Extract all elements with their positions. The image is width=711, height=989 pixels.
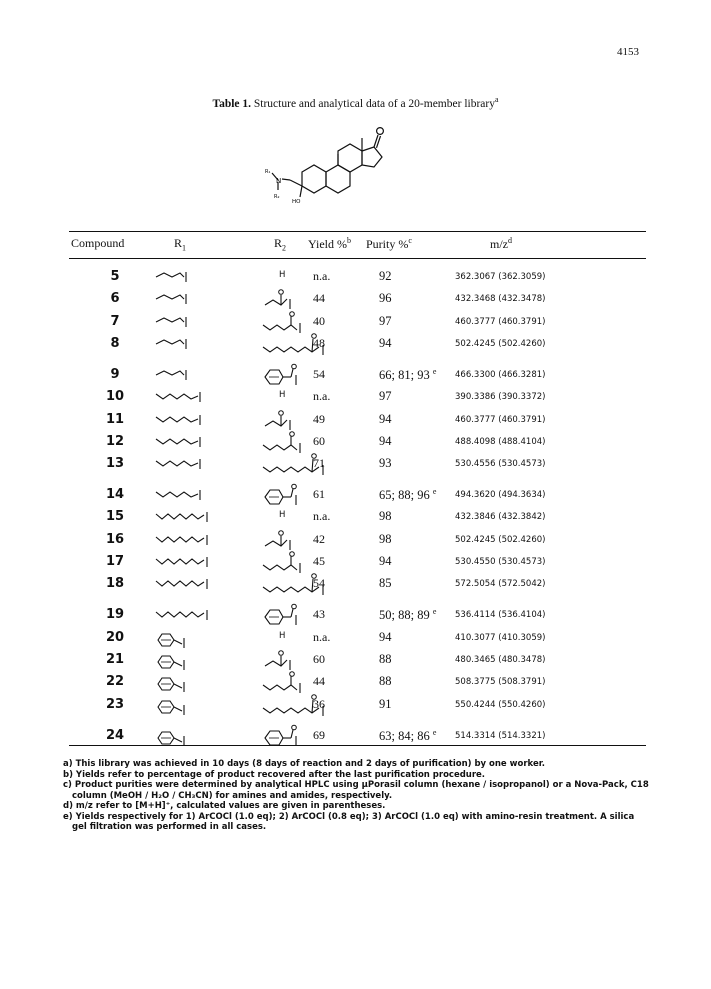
yield-value: 54 bbox=[313, 366, 325, 381]
r2-hydrogen: H bbox=[279, 510, 286, 521]
header-r1: $R_1$ bbox=[174, 236, 187, 253]
yield-value: 45 bbox=[313, 554, 325, 568]
table-row bbox=[69, 456, 646, 474]
compound-number: 8 bbox=[110, 335, 120, 351]
purity-number: 98 bbox=[379, 531, 392, 546]
r1-structure-pentyl bbox=[154, 457, 209, 476]
r1-structure-octyl bbox=[154, 608, 216, 627]
r2-structure-benzoyl bbox=[261, 483, 306, 512]
mz-value: 466.3300 (466.3281) bbox=[455, 369, 546, 380]
yield-value: n.a. bbox=[313, 389, 331, 404]
r2-hydrogen: H bbox=[279, 270, 286, 280]
compound-number: 12 bbox=[105, 433, 125, 449]
footnote-a: a) This library was achieved in 10 days (8 days of reaction and 2 days of purification) by one worker. bbox=[63, 759, 545, 769]
table-row bbox=[69, 434, 646, 452]
purity-number: 94 bbox=[379, 554, 392, 568]
compound-number: 15 bbox=[105, 509, 125, 525]
compound-number: 6 bbox=[110, 291, 120, 307]
yield-value: 44 bbox=[313, 674, 325, 689]
compound-number: 17 bbox=[105, 554, 125, 569]
table-row bbox=[69, 389, 646, 407]
mz-value: 502.4245 (502.4260) bbox=[455, 534, 546, 545]
purity-number: 91 bbox=[379, 696, 392, 711]
purity-number: 94 bbox=[379, 629, 392, 644]
purity-value bbox=[379, 314, 392, 329]
compound-number: 11 bbox=[105, 411, 125, 427]
purity-number: 50; 88; 89 bbox=[379, 608, 430, 623]
purity-number: 65; 88; 96 bbox=[379, 488, 430, 503]
purity-value bbox=[379, 554, 392, 569]
structure-n-atom: N bbox=[276, 177, 282, 185]
mz-value: 480.3465 (480.3478) bbox=[455, 654, 546, 665]
yield-value: 36 bbox=[313, 696, 325, 711]
structure-r1-label: R₁ bbox=[265, 169, 271, 175]
r1-structure-pentyl bbox=[154, 413, 209, 432]
mz-value: 572.5054 (572.5042) bbox=[455, 579, 546, 590]
yield-value: 44 bbox=[313, 291, 325, 306]
yield-value: 60 bbox=[313, 651, 325, 666]
header-r2: $R_2$ bbox=[274, 236, 287, 253]
table-footnotes bbox=[63, 759, 663, 833]
mz-value: 432.3468 (432.3478) bbox=[455, 294, 546, 305]
purity-number: 94 bbox=[379, 411, 392, 426]
yield-value: n.a. bbox=[313, 509, 331, 524]
compound-number: 22 bbox=[105, 674, 125, 690]
table-row bbox=[69, 652, 646, 670]
header-mz: $m/z^d$ bbox=[490, 236, 512, 251]
footnote-e: e) Yields respectively for 1) ArCOCl (1.0 eq); 2) ArCOCl (0.8 eq); 3) ArCOCl (1.0 eq) with amino-resin treatment. A silica bbox=[63, 811, 635, 822]
yield-value: n.a. bbox=[313, 629, 331, 644]
r1-structure-benzyl bbox=[154, 631, 194, 654]
mz-value: 460.3777 (460.3791) bbox=[455, 316, 546, 327]
purity-number: 94 bbox=[379, 335, 392, 350]
purity-value bbox=[379, 674, 392, 689]
compound-number: 7 bbox=[110, 313, 120, 329]
r1-structure-propyl bbox=[154, 292, 194, 311]
r2-hydrogen: H bbox=[279, 390, 286, 401]
yield-value: n.a. bbox=[313, 269, 331, 283]
purity-footnote-mark: e bbox=[432, 487, 437, 497]
table-bottom-rule bbox=[69, 745, 646, 746]
structure-hydroxy-label: HO bbox=[292, 199, 301, 205]
compound-number: 13 bbox=[105, 456, 125, 472]
yield-value: 40 bbox=[313, 313, 325, 328]
header-yield: Yield %$^b$ bbox=[308, 236, 351, 251]
r1-structure-propyl bbox=[154, 337, 194, 356]
r1-structure-benzyl bbox=[154, 729, 194, 752]
compound-number: 24 bbox=[105, 727, 125, 743]
table-title: Structure and analytical data of a 20-member library bbox=[251, 97, 495, 110]
table-row bbox=[69, 576, 646, 594]
yield-value: 42 bbox=[313, 531, 325, 546]
mz-value: 410.3077 (410.3059) bbox=[455, 632, 546, 643]
purity-number: 63; 84; 86 bbox=[379, 728, 430, 743]
purity-number: 88 bbox=[379, 651, 392, 666]
mz-value: 432.3846 (432.3842) bbox=[455, 512, 546, 523]
compound-number: 20 bbox=[105, 629, 125, 645]
steroid-ring-system bbox=[272, 128, 383, 197]
purity-number: 94 bbox=[379, 433, 392, 448]
yield-value: 43 bbox=[313, 607, 325, 622]
yield-value: 71 bbox=[313, 456, 325, 471]
purity-value bbox=[379, 456, 392, 471]
mz-value: 508.3775 (508.3791) bbox=[455, 677, 546, 688]
table-header bbox=[69, 236, 646, 252]
mz-value: 530.4556 (530.4573) bbox=[455, 459, 546, 470]
table-row bbox=[69, 336, 646, 354]
purity-number: 92 bbox=[379, 269, 392, 283]
footnote-c-continued: column (MeOH / H₂O / CH₃CN) for amines and amides, respectively. bbox=[72, 790, 393, 801]
purity-value bbox=[379, 412, 392, 427]
table-row bbox=[69, 269, 646, 287]
r2-structure-benzoyl bbox=[261, 603, 306, 632]
mz-value: 530.4550 (530.4573) bbox=[455, 557, 546, 567]
purity-value bbox=[379, 389, 392, 404]
footnote-e-continued: gel filtration was performed in all cases. bbox=[72, 822, 267, 832]
compound-number: 10 bbox=[105, 389, 125, 405]
compound-number: 23 bbox=[105, 696, 125, 712]
purity-value bbox=[379, 576, 392, 591]
r1-structure-benzyl bbox=[154, 698, 194, 721]
yield-value: 60 bbox=[313, 433, 325, 448]
header-purity: Purity %$^c$ bbox=[366, 236, 412, 251]
r1-structure-benzyl bbox=[154, 653, 194, 676]
yield-value: 48 bbox=[313, 335, 325, 350]
mz-value: 536.4114 (536.4104) bbox=[455, 610, 546, 621]
yield-value: 61 bbox=[313, 487, 325, 502]
footnote-d: d) m/z refer to [M+H]⁺, calculated values are given in parentheses. bbox=[63, 801, 386, 811]
purity-value bbox=[379, 630, 392, 645]
purity-footnote-mark: e bbox=[432, 727, 437, 737]
r2-structure-benzoyl bbox=[261, 724, 306, 753]
purity-number: 97 bbox=[379, 389, 392, 404]
table-row bbox=[69, 728, 646, 746]
purity-value bbox=[379, 532, 392, 547]
purity-value bbox=[379, 291, 392, 306]
footnote-b: b) Yields refer to percentage of product recovered after the last purification procedure. bbox=[63, 769, 486, 780]
yield-value: 69 bbox=[313, 727, 325, 742]
purity-number: 98 bbox=[379, 509, 392, 524]
purity-value bbox=[379, 697, 392, 712]
mz-value: 514.3314 (514.3321) bbox=[455, 730, 546, 741]
mz-value: 502.4245 (502.4260) bbox=[455, 338, 546, 349]
table-row bbox=[69, 412, 646, 430]
purity-footnote-mark: e bbox=[432, 607, 437, 617]
table-row bbox=[69, 532, 646, 550]
mz-value: 362.3067 (362.3059) bbox=[455, 272, 546, 282]
header-compound: Compound bbox=[71, 236, 125, 250]
purity-value bbox=[379, 487, 436, 503]
mz-value: 460.3777 (460.3791) bbox=[455, 414, 546, 425]
purity-value bbox=[379, 434, 392, 449]
purity-value bbox=[379, 269, 392, 284]
compound-number: 18 bbox=[105, 576, 125, 592]
table-row bbox=[69, 291, 646, 309]
purity-number: 85 bbox=[379, 576, 392, 591]
yield-value: 49 bbox=[313, 411, 325, 426]
table-row bbox=[69, 367, 646, 385]
table-top-rule bbox=[69, 231, 646, 232]
table-row bbox=[69, 607, 646, 625]
compound-number: 19 bbox=[105, 607, 125, 623]
caption-footnote-mark: a bbox=[494, 95, 499, 104]
r1-structure-octyl bbox=[154, 533, 216, 552]
yield-value: 54 bbox=[313, 576, 325, 591]
r1-structure-propyl bbox=[154, 368, 194, 387]
table-label: Table 1. bbox=[212, 97, 252, 110]
mz-value: 488.4098 (488.4104) bbox=[455, 436, 546, 447]
table-row bbox=[69, 674, 646, 692]
table-row bbox=[69, 487, 646, 505]
table-row bbox=[69, 314, 646, 332]
purity-number: 96 bbox=[379, 291, 392, 306]
r2-structure-benzoyl bbox=[261, 363, 306, 392]
table-row bbox=[69, 509, 646, 527]
compound-number: 16 bbox=[105, 531, 125, 547]
compound-number: 9 bbox=[110, 366, 120, 382]
table-row bbox=[69, 554, 646, 572]
r1-structure-pentyl bbox=[154, 390, 209, 409]
compound-number: 14 bbox=[105, 487, 125, 503]
table-caption bbox=[0, 95, 711, 110]
r1-structure-pentyl bbox=[154, 488, 209, 507]
mz-value: 390.3386 (390.3372) bbox=[455, 392, 546, 403]
purity-value bbox=[379, 728, 436, 744]
table-header-rule bbox=[69, 258, 646, 259]
purity-number: 88 bbox=[379, 674, 392, 689]
purity-footnote-mark: e bbox=[432, 366, 437, 376]
r1-structure-benzyl bbox=[154, 675, 194, 698]
purity-value bbox=[379, 336, 392, 351]
table-row bbox=[69, 630, 646, 648]
r1-structure-pentyl bbox=[154, 435, 209, 454]
mz-value: 550.4244 (550.4260) bbox=[455, 699, 546, 710]
footnote-c: c) Product purities were determined by analytical HPLC using µPorasil column (hexane / isopropanol) or a Nova-Pack, C18 bbox=[63, 780, 649, 790]
purity-value bbox=[379, 367, 436, 383]
compound-number: 21 bbox=[105, 651, 125, 667]
purity-number: 97 bbox=[379, 313, 392, 328]
table-row bbox=[69, 697, 646, 715]
r1-structure-propyl bbox=[154, 270, 194, 289]
r1-structure-octyl bbox=[154, 555, 216, 574]
mz-value: 494.3620 (494.3634) bbox=[455, 490, 546, 501]
steroid-structure bbox=[262, 120, 412, 210]
compound-number: 5 bbox=[110, 269, 120, 284]
purity-value bbox=[379, 607, 436, 623]
r2-hydrogen: H bbox=[279, 630, 286, 641]
purity-value bbox=[379, 509, 392, 524]
purity-number: 66; 81; 93 bbox=[379, 368, 430, 383]
purity-number: 93 bbox=[379, 456, 392, 471]
structure-r2-label: R₂ bbox=[274, 194, 280, 200]
page-number: 4153 bbox=[617, 46, 639, 58]
r1-structure-propyl bbox=[154, 315, 194, 334]
r1-structure-octyl bbox=[154, 510, 216, 529]
r1-structure-octyl bbox=[154, 577, 216, 596]
purity-value bbox=[379, 652, 392, 667]
